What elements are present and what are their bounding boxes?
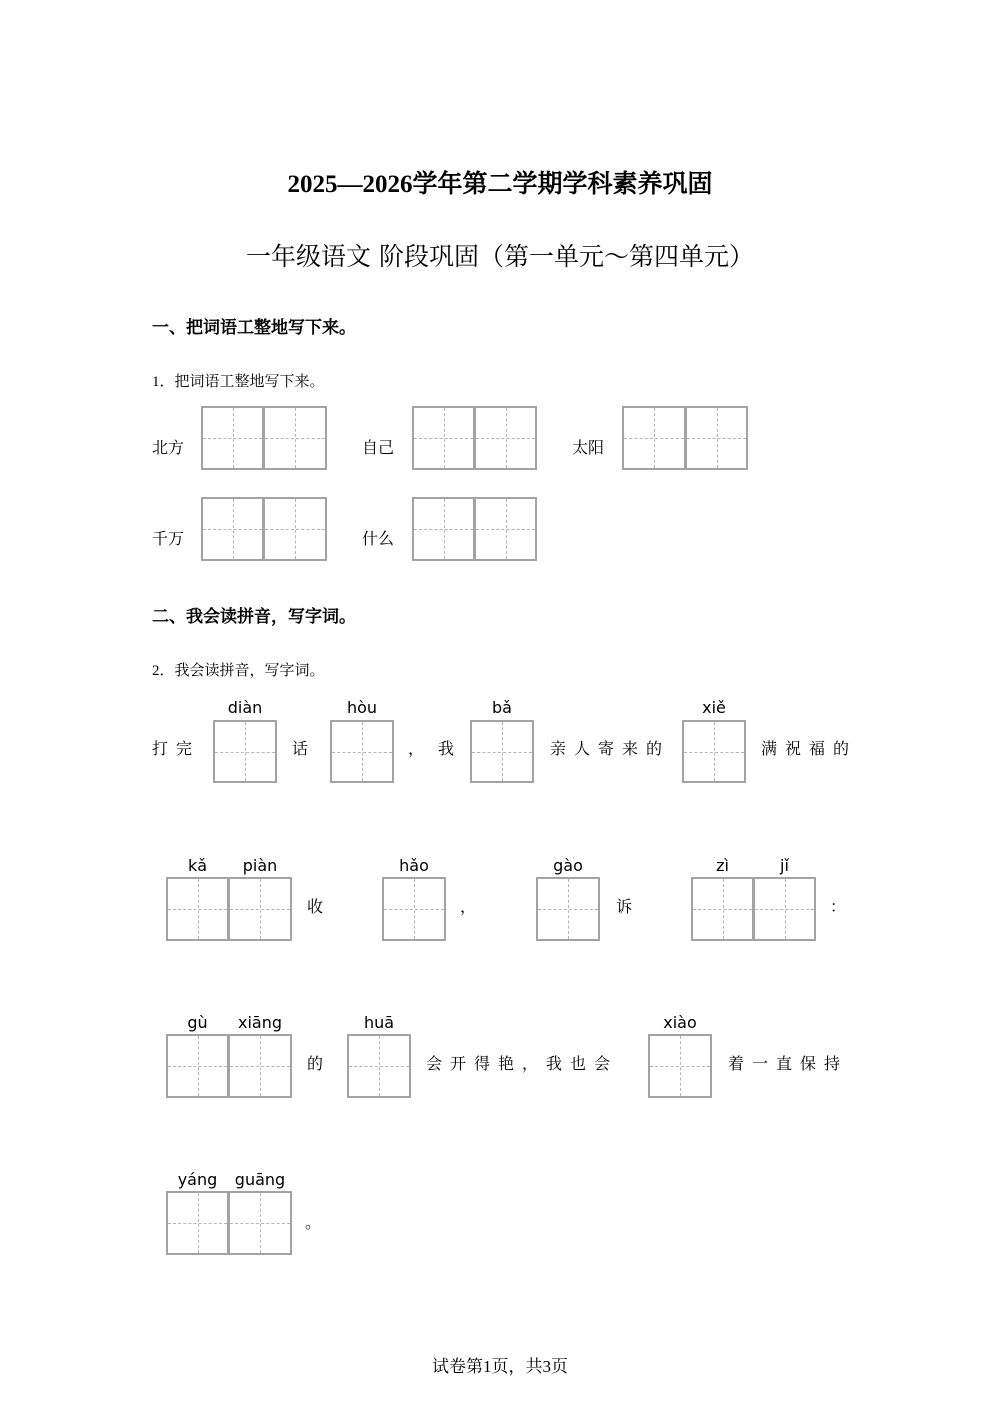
word-label: 太阳 xyxy=(572,438,605,457)
word-label: 千万 xyxy=(152,529,185,548)
writing-box[interactable] xyxy=(201,497,264,561)
sentence-text: 亲人寄来的 xyxy=(550,739,671,758)
writing-box[interactable] xyxy=(382,877,446,941)
pinyin: guāng xyxy=(234,1170,286,1189)
pinyin: hǎo xyxy=(399,856,429,875)
pinyin: xiào xyxy=(663,1013,697,1032)
writing-box[interactable] xyxy=(753,877,816,941)
writing-box[interactable] xyxy=(648,1034,712,1098)
question2-text: 我会读拼音，写字词。 xyxy=(174,661,325,679)
question1-text: 把词语工整地写下来。 xyxy=(174,372,325,390)
pinyin: gào xyxy=(553,856,583,875)
word-label: 自己 xyxy=(362,438,395,457)
question2-number: 2． xyxy=(152,663,175,679)
writing-box[interactable] xyxy=(412,406,475,470)
writing-box[interactable] xyxy=(166,1191,229,1255)
pinyin: bǎ xyxy=(492,698,512,717)
pinyin: jǐ xyxy=(780,856,789,875)
section2-heading: 二、我会读拼音，写字词。 xyxy=(152,607,356,627)
writing-box[interactable] xyxy=(412,497,475,561)
question1-number: 1． xyxy=(152,374,175,390)
sentence-text: 会开得艳，我也会 xyxy=(426,1054,619,1073)
writing-box[interactable] xyxy=(682,720,746,783)
page-footer: 试卷第1页，共3页 xyxy=(432,1357,568,1376)
writing-box[interactable] xyxy=(201,406,264,470)
pinyin: huā xyxy=(363,1013,395,1032)
word-label: 北方 xyxy=(152,438,185,457)
sentence-text: 着一直保持 xyxy=(728,1054,849,1073)
writing-box[interactable] xyxy=(228,877,292,941)
question2 xyxy=(152,659,325,682)
sentence-text: 的 xyxy=(307,1054,324,1073)
writing-box[interactable] xyxy=(330,720,394,783)
sentence-text: 收 xyxy=(307,897,324,916)
writing-box[interactable] xyxy=(470,720,534,783)
writing-box[interactable] xyxy=(347,1034,411,1098)
writing-box[interactable] xyxy=(166,1034,229,1098)
question1 xyxy=(152,370,325,393)
pinyin: xiě xyxy=(702,698,726,717)
writing-box[interactable] xyxy=(213,720,277,783)
sentence-text: 。 xyxy=(305,1213,322,1232)
writing-box[interactable] xyxy=(166,877,229,941)
writing-box[interactable] xyxy=(474,406,537,470)
sentence-text: 诉 xyxy=(616,897,633,916)
writing-box[interactable] xyxy=(474,497,537,561)
page-subtitle: 一年级语文 阶段巩固（第一单元～第四单元） xyxy=(246,242,754,271)
pinyin: zì xyxy=(716,856,729,875)
pinyin: yáng xyxy=(177,1170,218,1189)
writing-box[interactable] xyxy=(685,406,748,470)
writing-box[interactable] xyxy=(228,1191,292,1255)
sentence-text: ， xyxy=(460,897,477,916)
word-label: 什么 xyxy=(362,529,395,548)
writing-box[interactable] xyxy=(622,406,686,470)
writing-box[interactable] xyxy=(228,1034,292,1098)
writing-box[interactable] xyxy=(263,497,327,561)
pinyin: diàn xyxy=(227,698,263,717)
writing-box[interactable] xyxy=(536,877,600,941)
writing-box[interactable] xyxy=(691,877,754,941)
sentence-text: 满祝福的 xyxy=(761,739,858,758)
pinyin: gù xyxy=(187,1013,208,1032)
sentence-text: ，我 xyxy=(408,739,469,758)
section1-heading: 一、把词语工整地写下来。 xyxy=(152,318,356,338)
sentence-text: ： xyxy=(830,897,847,916)
pinyin: xiāng xyxy=(237,1013,282,1032)
sentence-text: 话 xyxy=(292,739,309,758)
writing-box[interactable] xyxy=(263,406,327,470)
sentence-text: 打完 xyxy=(152,739,201,758)
pinyin: hòu xyxy=(346,698,378,717)
pinyin: kǎ xyxy=(187,856,208,875)
pinyin: piàn xyxy=(242,856,278,875)
page-title: 2025—2026学年第二学期学科素养巩固 xyxy=(287,171,713,198)
